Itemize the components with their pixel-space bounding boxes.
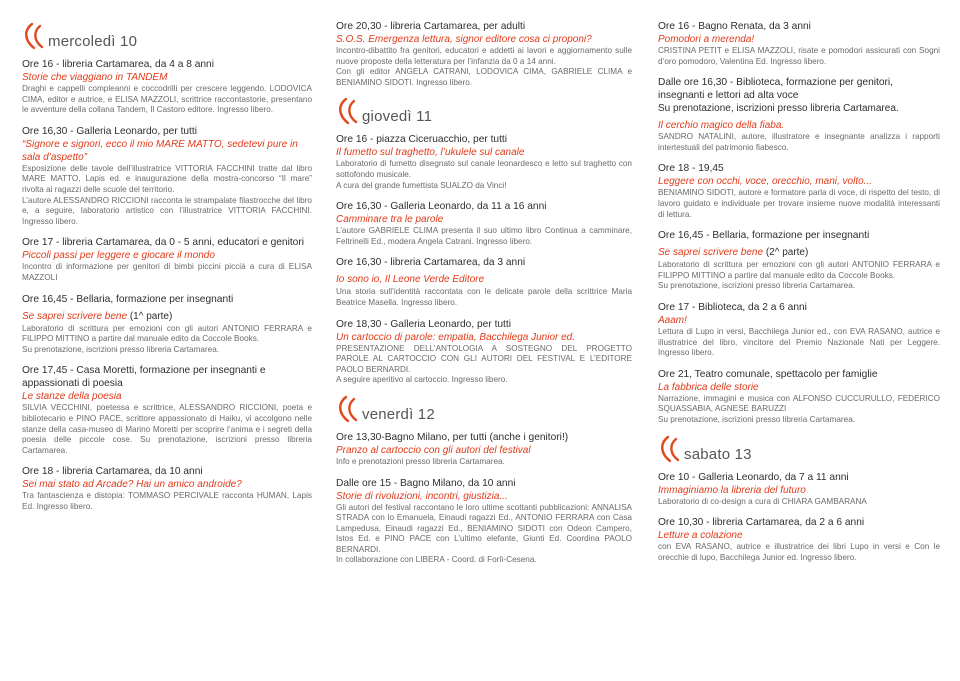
day-header [22,22,312,50]
event-title: Immaginiamo la libreria del futuro [658,484,806,496]
event-publisher: Il Leone Verde Editore [382,274,485,286]
event-description: Tra fantascienza e distopia: TOMMASO PERCIVALE racconta HUMAN, Lapis Ed. Ingresso libero. [22,491,312,511]
event-item [658,229,940,292]
event-title-line [658,242,940,260]
event-title: “Signore e signori, ecco il mio MARE MATTO, sedetevi pure in sala d’aspetto” [22,138,298,163]
event-description: Una storia sull’identità raccontata con le delicate parole della scrittrice Maria Beatrice Masella. Ingresso libero. [336,287,632,307]
event-time-place: Ore 17 - libreria Cartamarea, da 0 - 5 anni, educatori e genitori [22,237,304,249]
event-title: Leggere con occhi, voce, orecchio, mani, volto... [658,176,873,188]
event-title: Camminare tra le parole [336,214,444,226]
event-time-place: Ore 16,30 - libreria Cartamarea, da 3 anni [336,257,526,269]
event-title: Se saprei scrivere bene [22,310,128,322]
event-time-place: Ore 16,30 - Galleria Leonardo, da 11 a 16 anni [336,201,547,213]
day-title: venerdì 12 [362,405,435,423]
event-title: Un cartoccio di parole: empatia, Bacchilega Junior ed. [336,331,576,343]
event-description: con EVA RASANO, autrice e illustratrice dei libri Lupo in versi e Con le orecchie di lupo, Bacchilega Junior ed. Ingresso libero. [658,542,940,562]
event-description: Gli autori del festival raccontano le loro ultime scottanti pubblicazioni: ANNALISA STRADA con lo Emanuela, Einaudi ragazzi Ed., ANTONIO FERRARA con Casa Lampedusa, Einaudi ragazzi Ed., BENIAMINO SIDOTI con Odeon Campero, Istos Ed. e PINO PACE con L’ultimo elefante, Giunti Ed. Coordina PAOLO BERNARDI. In collaborazione con LIBERA - Coord. di Forlì-Cesena. [336,502,632,565]
event-title: Piccoli passi per leggere e giocare il mondo [22,250,215,262]
event-description: Esposizione delle tavole dell’illustratrice VITTORIA FACCHINI tratte dal libro MARE MATTO, Lapis ed. e inaugurazione della mostra-concorso “Il mare” rivolta ai ragazzi delle scuole del territorio. L’autore ALESSANDRO RICCIONI racconta le strampalate filastrocche del libro e, a seguire, laboratorio artistico con l’illustratrice VITTORIA FACCHINI. Ingresso libero. [22,163,312,226]
event-item [336,477,632,567]
event-time-place: Ore 13,30-Bagno Milano, per tutti (anche i genitori!) [336,431,569,443]
event-time-place: Ore 16 - piazza Ciceruacchio, per tutti [336,134,507,146]
event-time-place: Ore 16,30 - Galleria Leonardo, per tutti [22,125,197,137]
event-title: Se saprei scrivere bene [658,247,764,259]
day-header [658,435,940,463]
event-title: Io sono io, [336,274,383,286]
event-description: PRESENTAZIONE DELL’ANTOLOGIA A SOSTEGNO DEL PROGETTO PAROLE AL CARTOCCIO CON GLI AUTORI DEL FESTIVAL E L’EDITORE PAOLO BERNARDI. A seguire aperitivo al cartoccio. Ingresso libero. [336,343,632,385]
event-description: L’autore GABRIELE CLIMA presenta il suo ultimo libro Continua a camminare, Feltrinelli Ed., modera Angela Catrani. Ingresso libero. [336,226,632,246]
event-part: (1^ parte) [127,310,173,322]
event-title-line [336,269,632,287]
event-description: Laboratorio di fumetto disegnato sul canale leonardesco e letto sul traghetto con sottofondo musicale. A cura del grande fumettista SUALZO da Vinci! [336,159,632,190]
event-item [336,20,632,88]
event-title: Storie che viaggiano in TANDEM [22,72,168,83]
event-item [336,431,632,468]
day-title: giovedì 11 [362,108,433,126]
event-time-place: Dalle ore 15 - Bagno Milano, da 10 anni [336,477,516,489]
event-description: CRISTINA PETIT e ELISA MAZZOLI, risate e pomodori assicurati con Sogni d’oro pomodoro, Valentina Ed. Ingresso libero. [658,46,940,66]
day-header [336,395,632,423]
event-item [22,364,312,456]
event-item [658,162,940,220]
event-item [658,119,940,153]
column-right [658,20,940,572]
event-title: Letture a colazione [658,530,743,542]
event-title: Aaam! [658,314,687,326]
day-title: mercoledì 10 [48,33,138,50]
event-item [336,256,632,308]
event-item [658,471,940,508]
event-title: Storie di rivoluzioni, incontri, giustizia... [336,490,508,502]
event-description: Lettura di Lupo in versi, Bacchilega Junior ed., con EVA RASANO, autrice e illustratrice del libro, vincitore del Premio Nazionale Nati per Leggere. Ingresso libero. [658,326,940,358]
column-left [22,20,312,521]
day-title: sabato 13 [684,445,752,463]
event-description: Draghi e cappelli compleanni e coccodrilli per crescere leggendo. LODOVICA CIMA, editor e autrice, e ELISA MAZZOLI, scrittrice raccontastorie, presentano le avventure della collana Tandem, Il Castoro editore. Ingresso libero. [22,84,312,115]
event-description: Laboratorio di scrittura per emozioni con gli autori ANTONIO FERRARA e FILIPPO MITTINO a partire dal manuale edito da Coccole Books. Su prenotazione, iscrizioni presso libreria Cartamarea. [658,260,940,291]
event-item [22,236,312,283]
column-middle [336,20,632,575]
event-time-place: Ore 10 - Galleria Leonardo, da 7 a 11 anni [658,471,849,483]
event-time-place: Ore 20,30 - libreria Cartamarea, per adulti [336,21,526,32]
event-description: Info e prenotazioni presso libreria Cartamarea. [336,456,505,466]
event-description: Laboratorio di scrittura per emozioni con gli autori ANTONIO FERRARA e FILIPPO MITTINO a partire dal manuale edito da Coccole Books. Su prenotazione, iscrizioni presso libreria Cartamarea. [22,323,312,354]
event-time-place: Ore 18 - libreria Cartamarea, da 10 anni [22,466,203,478]
day-header [336,97,632,125]
event-item [22,293,312,356]
event-part: (2^ parte) [763,247,809,259]
event-item [658,516,940,563]
event-title: Pomodori a merenda! [658,34,755,45]
event-title: Il cerchio magico della fiaba. [658,120,785,132]
event-item [22,465,312,512]
event-title: Sei mai stato ad Arcade? Hai un amico androide? [22,479,242,491]
event-time-place: Ore 16 - Bagno Renata, da 3 anni [658,21,811,32]
event-description: BENIAMINO SIDOTI, autore e formatore parla di voce, di rispetto del testo, di lavoro guidato e individuale per trovare insieme nuove modalità interessanti di lettura. [658,188,940,219]
event-time-place: Ore 17 - Biblioteca, da 2 a 6 anni [658,301,807,313]
event-title: Le stanze della poesia [22,391,122,403]
event-item [22,125,312,228]
event-item [658,20,940,67]
event-item [336,318,632,386]
event-item [22,58,312,116]
event-time-place: Ore 18,30 - Galleria Leonardo, per tutti [336,318,511,330]
event-time-place: Ore 16,45 - Bellaria, formazione per insegnanti [658,230,870,242]
event-booking-note: Su prenotazione, iscrizioni presso libreria Cartamarea. [658,103,899,115]
event-item [336,200,632,247]
event-description: Incontro-dibattito fra genitori, educatori e addetti ai lavori e aggiornamento sulle nuove proposte della letteratura per l’infanzia da 0 a 14 anni. Con gli editor ANGELA CATRANI, LODOVICA CIMA, GABRIELE CLIMA e BENIAMINO SIDOTI. Ingresso libero. [336,46,632,87]
event-time-place: Ore 21, Teatro comunale, spettacolo per famiglie [658,368,878,380]
event-description: SILVIA VECCHINI, poetessa e scrittrice, ALESSANDRO RICCIONI, poeta e bibliotecario e PINO PACE, scrittore appassionato di Haiku, vi accolgono nelle stanze della casa-museo di Marino Moretti per scoprire l’anima e i segreti della poesia delle piccole cose. Su prenotazione, iscrizioni presso libreria Cartamarea. [22,403,312,455]
event-time-place: Ore 16 - libreria Cartamarea, da 4 a 8 anni [22,59,214,70]
event-title: Pranzo al cartoccio con gli autori del festival [336,444,531,456]
event-item [336,133,632,191]
event-description: Narrazione, immagini e musica con ALFONSO CUCCURULLO, FEDERICO SQUASSABIA, AGNESE BARUZZI Su prenotazione, iscrizioni presso libreria Cartamarea. [658,393,940,424]
event-item [658,301,940,359]
event-description: SANDRO NATALINI, autore, illustratore e insegnante analizza i rapporti intertestuali del patrimonio fiabesco. [658,132,940,152]
event-item [658,76,940,115]
event-time-place: Ore 18 - 19,45 [658,163,724,175]
event-time-place: Ore 17,45 - Casa Moretti, formazione per insegnanti e appassionati di poesia [22,365,266,390]
event-time-place: Ore 10,30 - libreria Cartamarea, da 2 a 6 anni [658,517,865,529]
event-time-place: Ore 16,45 - Bellaria, formazione per insegnanti [22,293,234,305]
event-title-line [22,306,312,324]
event-title: S.O.S. Emergenza lettura, signor editore cosa ci proponi? [336,34,592,45]
event-description: Incontro di informazione per genitori di bimbi piccini piccià a cura di ELISA MAZZOLI [22,262,312,282]
event-title: Il fumetto sul traghetto, l’ukulele sul canale [336,147,525,159]
event-title: La fabbrica delle storie [658,381,759,393]
event-description: Laboratorio di co-design a cura di CHIARA GAMBARANA [658,496,867,506]
event-time-place: Dalle ore 16,30 - Biblioteca, formazione per genitori, insegnanti e lettori ad alta voce [658,77,894,102]
event-item [658,368,940,426]
